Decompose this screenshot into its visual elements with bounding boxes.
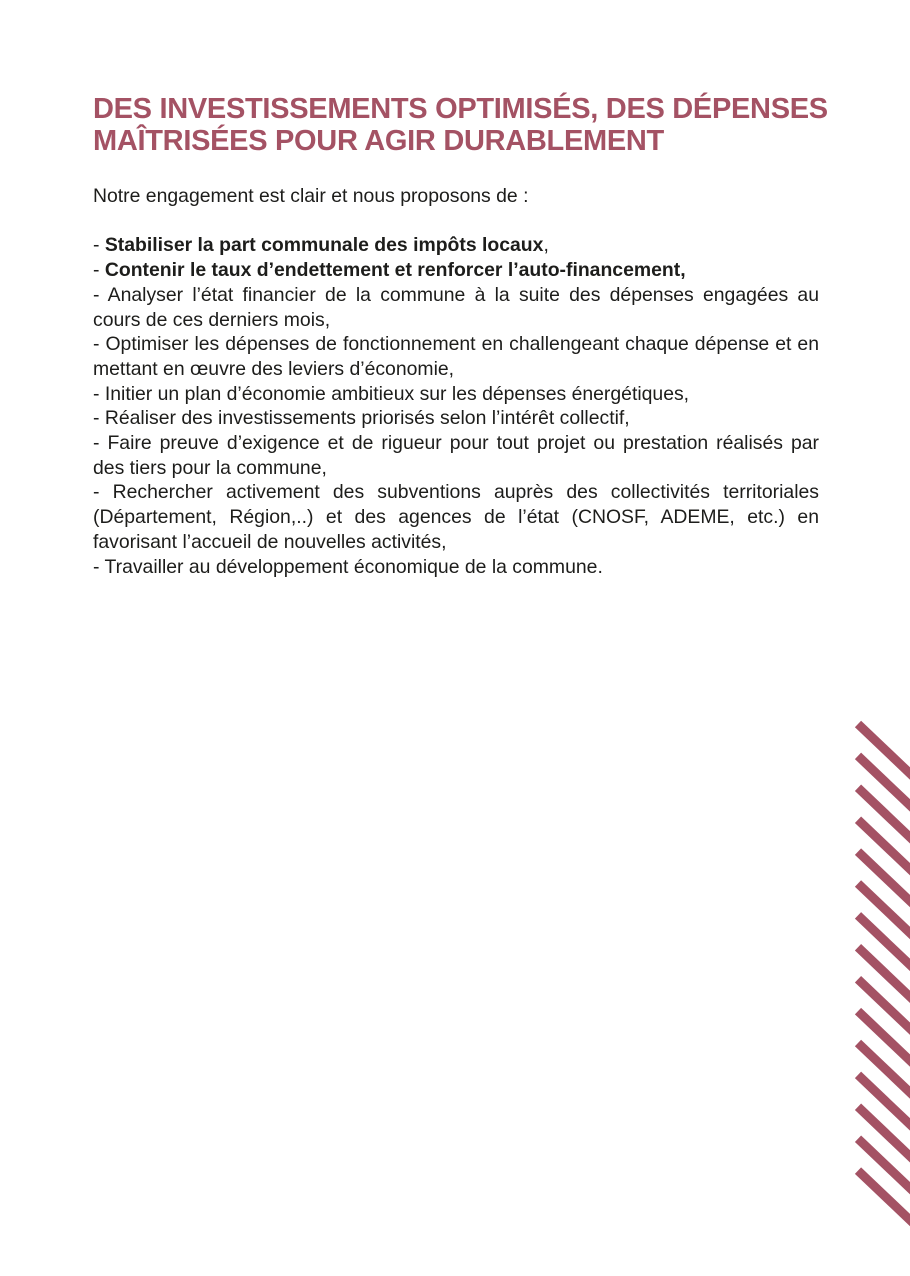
commitment-item: - Optimiser les dépenses de fonctionnement en challengeant chaque dépense et en mettant en œuvre des leviers d’économie,: [93, 333, 819, 380]
commitment-item-bold: Stabiliser la part communale des impôts locaux: [104, 234, 544, 257]
page-title: [93, 93, 833, 157]
commitment-item: - Travailler au développement économique de la commune.: [93, 555, 603, 578]
commitment-item: - Rechercher activement des subventions auprès des collectivités territoriales (Département, Région,..) et des agences de l’état (CNOSF, ADEME, etc.) en favorisant l’accueil de nouvelles activités,: [93, 481, 819, 553]
commitment-item: - Faire preuve d’exigence et de rigueur pour tout projet ou prestation réalisés par des tiers pour la commune,: [93, 432, 819, 479]
diagonal-stripes-decoration: [850, 715, 910, 1240]
commitment-item: - Réaliser des investissements priorisés selon l’intérêt collectif,: [93, 407, 630, 430]
commitment-item: - Analyser l’état financier de la commune à la suite des dépenses engagées au cours de ces derniers mois,: [93, 283, 819, 331]
commitment-item: - Contenir le taux d’endettement et renforcer l’auto-financement,: [93, 259, 686, 282]
diagonal-stripe: [858, 724, 910, 783]
commitments-section: [93, 184, 819, 579]
intro-text: Notre engagement est clair et nous proposons de :: [93, 185, 529, 207]
commitment-item: - Initier un plan d’économie ambitieux sur les dépenses énergétiques,: [93, 382, 690, 405]
page-title-line-2: MAÎTRISÉES POUR AGIR DURABLEMENT: [93, 125, 664, 157]
commitment-item-bold: Contenir le taux d’endettement et renforcer l’auto-financement,: [104, 259, 686, 282]
commitment-item: - Stabiliser la part communale des impôts locaux,: [93, 234, 549, 257]
page-title-line-1: DES INVESTISSEMENTS OPTIMISÉS, DES DÉPENSES: [93, 93, 828, 125]
